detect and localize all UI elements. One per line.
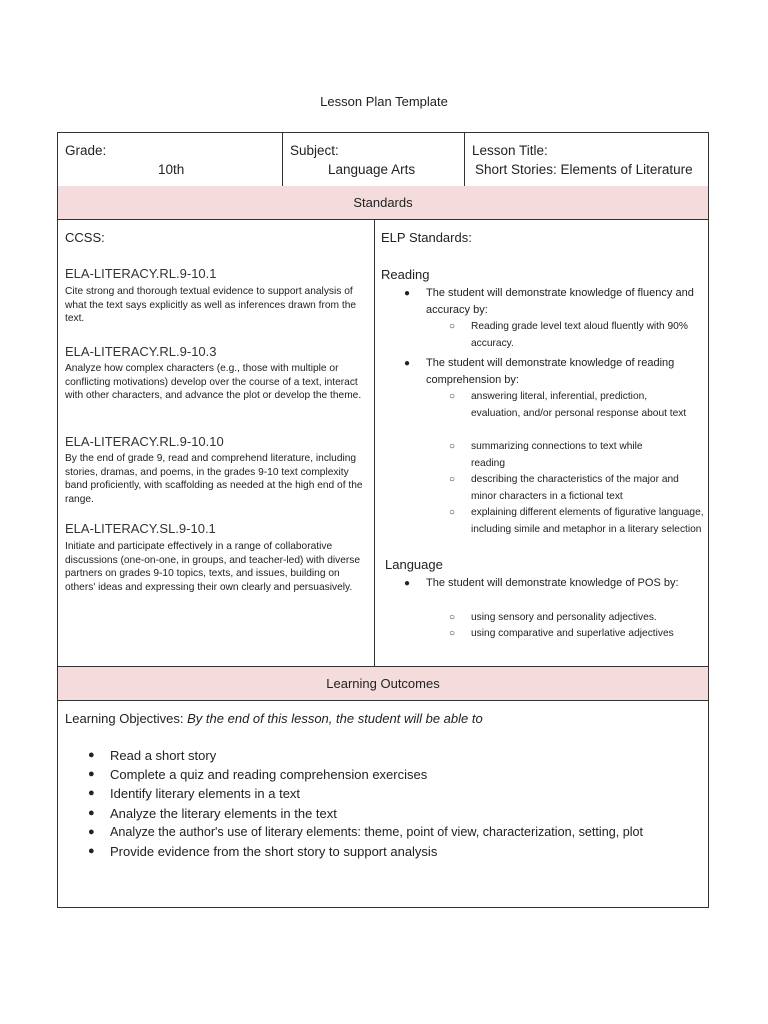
subject-cell	[283, 133, 465, 186]
objectives-label: Learning Objectives:	[65, 711, 184, 726]
standard-description: Initiate and participate effectively in a range of collaborative discussions (one-on-one, in groups, and teacher-led) with diverse partners on grades 9-10 topics, texts, and issues, building on others' ideas and expressing their own clearly and persuasively.	[65, 541, 361, 593]
objectives-intro	[65, 711, 483, 726]
lesson-plan-table	[57, 132, 709, 908]
subject-value: Language Arts	[328, 162, 416, 177]
bullet-text: The student will demonstrate knowledge of fluency and accuracy by:	[426, 287, 694, 316]
circle-bullet-icon: ○	[449, 391, 456, 402]
sub-bullet-text: using sensory and personality adjectives.	[471, 612, 657, 623]
learning-outcomes-section	[58, 700, 708, 907]
bullet-text: The student will demonstrate knowledge of POS by:	[426, 577, 679, 589]
reading-heading: Reading	[381, 267, 430, 282]
bullet-icon: ●	[88, 787, 95, 799]
bullet-icon: ●	[88, 768, 95, 780]
standard-code: ELA-LITERACY.SL.9-10.1	[65, 521, 216, 536]
sub-bullet-text: explaining different elements of figurative language, including simile and metaphor in a literary selection	[471, 507, 704, 535]
elp-heading: ELP Standards:	[381, 230, 472, 245]
standard-code: ELA-LITERACY.RL.9-10.1	[65, 266, 217, 281]
bullet-icon: ●	[88, 749, 95, 761]
learning-outcomes-heading: Learning Outcomes	[58, 666, 708, 701]
standard-description: By the end of grade 9, read and comprehend literature, including stories, dramas, and poems, in the grades 9-10 text complexity band proficiently, with scaffolding as needed at the high end of the range.	[65, 453, 363, 505]
grade-value: 10th	[158, 162, 185, 177]
sub-bullet-text: Reading grade level text aloud fluently with 90% accuracy.	[471, 321, 688, 349]
grade-label: Grade:	[65, 143, 107, 158]
circle-bullet-icon: ○	[449, 628, 456, 639]
elp-column	[374, 220, 708, 666]
objective-text: Analyze the author's use of literary elements: theme, point of view, characterization, setting, plot	[110, 825, 644, 839]
standard-code: ELA-LITERACY.RL.9-10.10	[65, 434, 224, 449]
standard-description: Cite strong and thorough textual evidence to support analysis of what the text says explicitly as well as inferences drawn from the text.	[65, 286, 357, 324]
objective-text: Identify literary elements in a text	[110, 786, 301, 801]
sub-bullet-text: describing the characteristics of the major and minor characters in a fictional text	[471, 474, 679, 502]
circle-bullet-icon: ○	[449, 507, 456, 518]
sub-bullet-text: using comparative and superlative adjectives	[471, 628, 674, 639]
standard-code: ELA-LITERACY.RL.9-10.3	[65, 344, 217, 359]
bullet-icon: ●	[404, 578, 411, 589]
objective-text: Complete a quiz and reading comprehension exercises	[110, 767, 428, 782]
lesson-title-value: Short Stories: Elements of Literature	[475, 162, 693, 177]
bullet-text: The student will demonstrate knowledge of reading comprehension by:	[426, 357, 675, 386]
objectives-lead: By the end of this lesson, the student will be able to	[187, 711, 483, 726]
lesson-title-cell	[465, 133, 708, 186]
objective-text: Provide evidence from the short story to support analysis	[110, 844, 438, 859]
sub-bullet-text: summarizing connections to text while reading	[471, 441, 643, 469]
bullet-icon: ●	[88, 845, 95, 857]
circle-bullet-icon: ○	[449, 321, 456, 332]
standards-heading: Standards	[58, 186, 708, 220]
bullet-icon: ●	[88, 826, 95, 838]
page-title: Lesson Plan Template	[320, 94, 448, 109]
sub-bullet-text: answering literal, inferential, prediction, evaluation, and/or personal response about text	[471, 391, 687, 419]
bullet-icon: ●	[404, 288, 411, 299]
bullet-icon: ●	[88, 807, 95, 819]
lesson-title-label: Lesson Title:	[472, 143, 548, 158]
circle-bullet-icon: ○	[449, 474, 456, 485]
circle-bullet-icon: ○	[449, 441, 456, 452]
language-heading: Language	[385, 557, 443, 572]
circle-bullet-icon: ○	[449, 612, 456, 623]
bullet-icon: ●	[404, 358, 411, 369]
ccss-column	[58, 220, 375, 666]
subject-label: Subject:	[290, 143, 339, 158]
ccss-heading: CCSS:	[65, 230, 105, 245]
standard-description: Analyze how complex characters (e.g., those with multiple or conflicting motivations) develop over the course of a text, interact with other characters, and advance the plot or develop the theme.	[65, 363, 362, 401]
header-row	[58, 133, 708, 187]
grade-cell	[58, 133, 283, 186]
objective-text: Read a short story	[110, 748, 217, 763]
objective-text: Analyze the literary elements in the text	[110, 806, 337, 821]
